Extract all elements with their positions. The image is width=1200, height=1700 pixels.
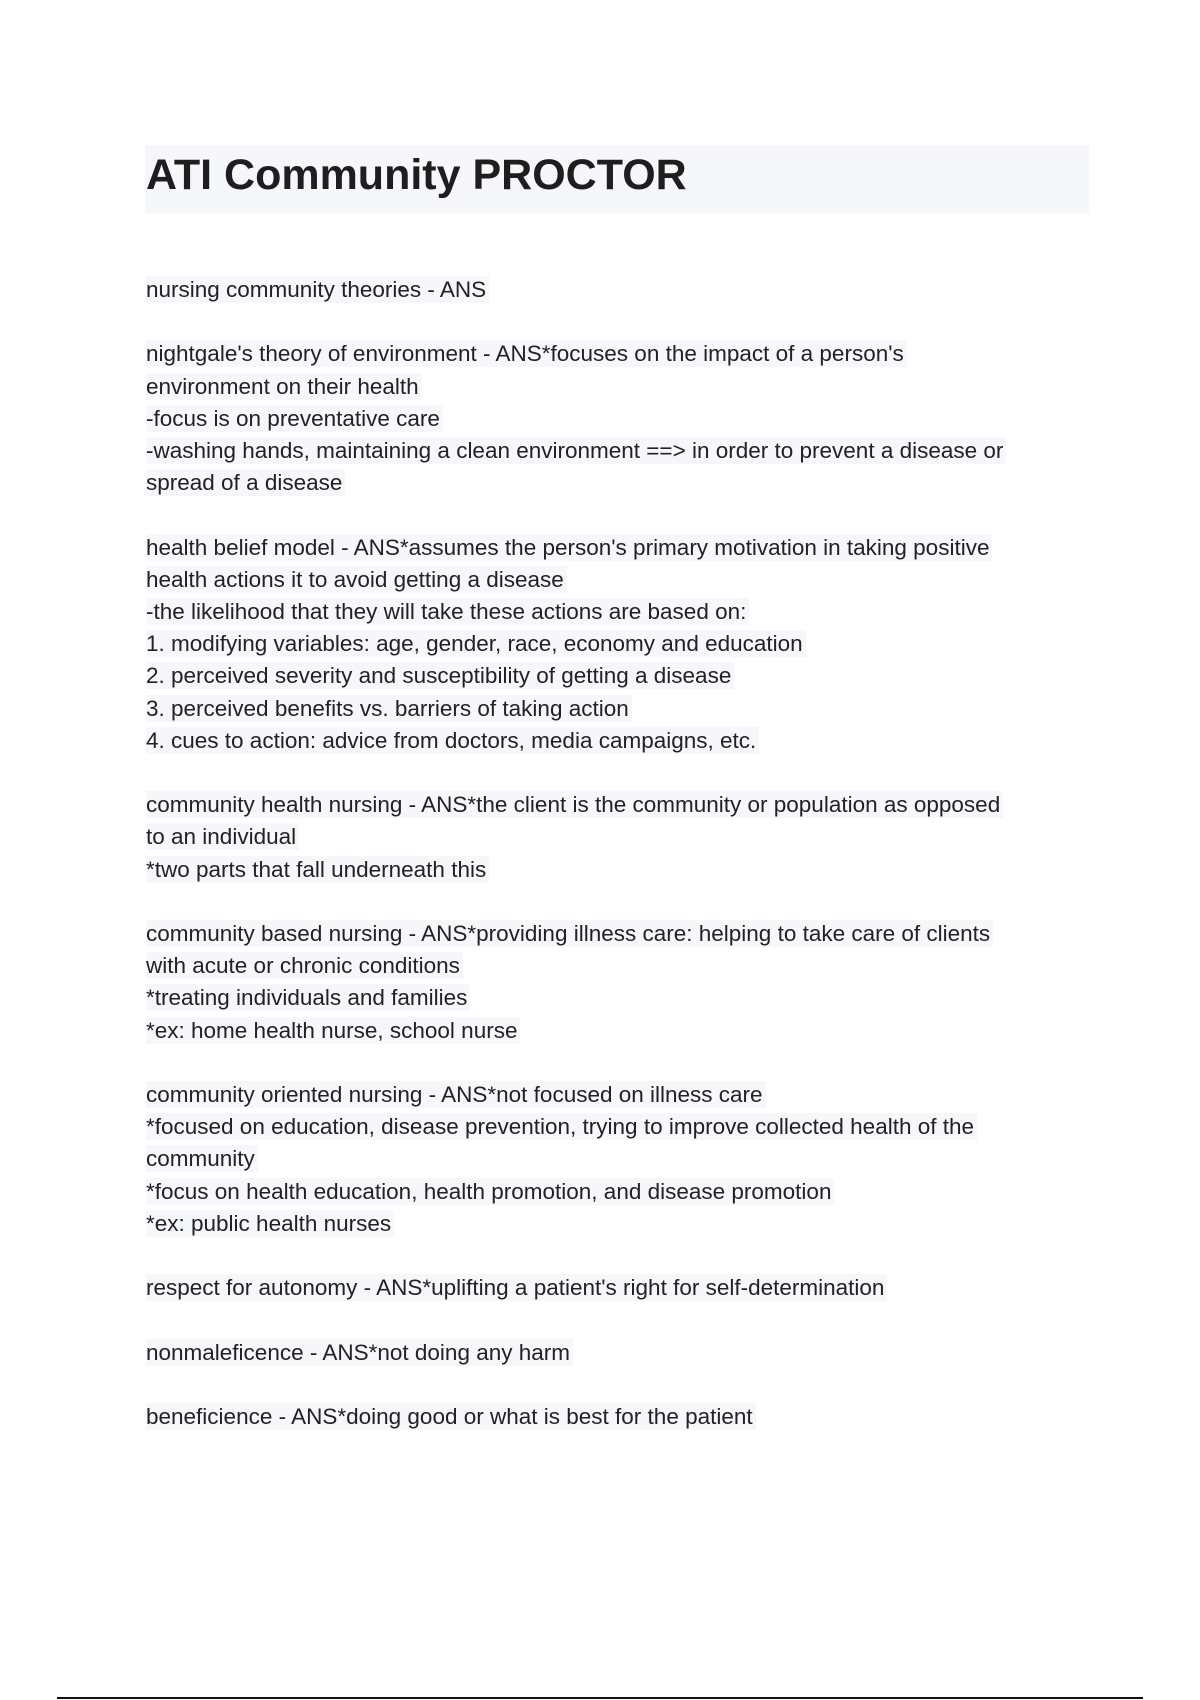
entry-line: with acute or chronic conditions — [146, 950, 1096, 982]
entry-line: health actions it to avoid getting a disease — [146, 564, 1096, 596]
document-body — [146, 274, 1096, 1465]
entry-line: *treating individuals and families — [146, 982, 1096, 1014]
entry-health-belief-model — [146, 532, 1096, 757]
entry-line: -washing hands, maintaining a clean environment ==> in order to prevent a disease or — [146, 435, 1096, 467]
entry-line: community based nursing - ANS*providing illness care: helping to take care of clients — [146, 918, 1096, 950]
entry-line: community — [146, 1143, 1096, 1175]
entry-line: environment on their health — [146, 371, 1096, 403]
footer-divider — [57, 1697, 1143, 1699]
entry-community-health-nursing — [146, 789, 1096, 886]
entry-line: 4. cues to action: advice from doctors, media campaigns, etc. — [146, 725, 1096, 757]
entry-line: nonmaleficence - ANS*not doing any harm — [146, 1337, 1096, 1369]
entry-line: spread of a disease — [146, 467, 1096, 499]
document-title: ATI Community PROCTOR — [146, 151, 687, 199]
entry-nonmaleficence — [146, 1337, 1096, 1369]
entry-line: -the likelihood that they will take these actions are based on: — [146, 596, 1096, 628]
entry-line: respect for autonomy - ANS*uplifting a patient's right for self-determination — [146, 1272, 1096, 1304]
entry-line: beneficience - ANS*doing good or what is best for the patient — [146, 1401, 1096, 1433]
entry-line: -focus is on preventative care — [146, 403, 1096, 435]
entry-line: nursing community theories - ANS — [146, 274, 1096, 306]
entry-line: nightgale's theory of environment - ANS*focuses on the impact of a person's — [146, 338, 1096, 370]
entry-respect-for-autonomy — [146, 1272, 1096, 1304]
entry-line: 2. perceived severity and susceptibility of getting a disease — [146, 660, 1096, 692]
entry-nursing-community-theories — [146, 274, 1096, 306]
entry-line: community oriented nursing - ANS*not focused on illness care — [146, 1079, 1096, 1111]
entry-line: *two parts that fall underneath this — [146, 854, 1096, 886]
entry-line: *ex: home health nurse, school nurse — [146, 1015, 1096, 1047]
entry-line: health belief model - ANS*assumes the person's primary motivation in taking positive — [146, 532, 1096, 564]
entry-line: *focus on health education, health promotion, and disease promotion — [146, 1176, 1096, 1208]
entry-line: *focused on education, disease prevention, trying to improve collected health of the — [146, 1111, 1096, 1143]
entry-community-oriented-nursing — [146, 1079, 1096, 1240]
entry-line: *ex: public health nurses — [146, 1208, 1096, 1240]
entry-line: 3. perceived benefits vs. barriers of taking action — [146, 693, 1096, 725]
entry-community-based-nursing — [146, 918, 1096, 1047]
entry-beneficience — [146, 1401, 1096, 1433]
entry-line: to an individual — [146, 821, 1096, 853]
entry-nightingale-theory — [146, 338, 1096, 499]
entry-line: community health nursing - ANS*the client is the community or population as opposed — [146, 789, 1096, 821]
entry-line: 1. modifying variables: age, gender, race, economy and education — [146, 628, 1096, 660]
